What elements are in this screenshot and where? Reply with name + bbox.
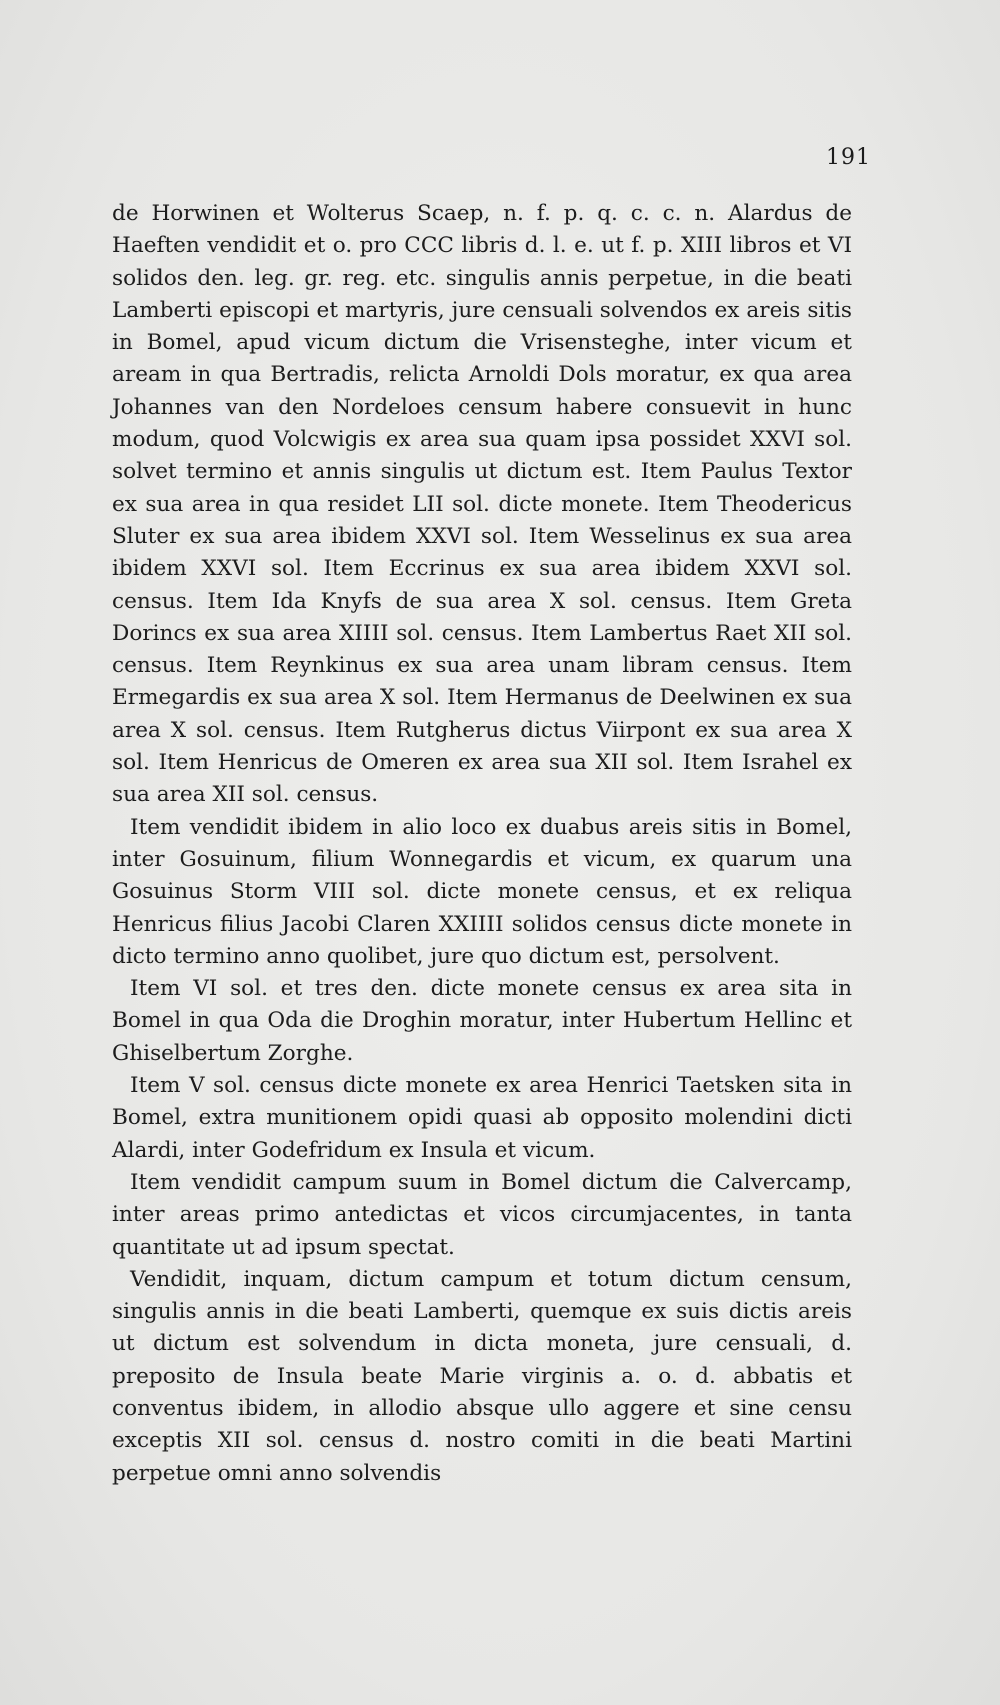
- paragraph-5: Item vendidit campum suum in Bomel dictum die Calvercamp, inter areas primo antedictas et vicos circumjacentes, in tanta quantitate ut ad ipsum spectat.: [112, 1169, 852, 1260]
- paragraph-2: Item vendidit ibidem in alio loco ex duabus areis sitis in Bomel, inter Gosuinum, filium Wonnegardis et vicum, ex quarum una Gosuinus Storm VIII sol. dicte monete census, et ex reliqua Henricus filius Jacobi Claren XXIIII solidos census dicte monete in dicto termino anno quolibet, jure quo dictum est, persolvent.: [112, 814, 852, 969]
- page-number: 191: [826, 145, 871, 170]
- paragraph-6: Vendidit, inquam, dictum campum et totum dictum censum, singulis annis in die beati Lamberti, quemque ex suis dictis areis ut dictum est solvendum in dicta moneta, jure censuali, d. preposito de Insula beate Marie virginis a. o. d. abbatis et conventus ibidem, in allodio absque ullo aggere et sine censu exceptis XII sol. census d. nostro comiti in die beati Martini perpetue omni anno solvendis: [112, 1266, 852, 1486]
- paragraph-3: Item VI sol. et tres den. dicte monete census ex area sita in Bomel in qua Oda die Droghin moratur, inter Hubertum Hellinc et Ghiselbertum Zorghe.: [112, 976, 852, 1066]
- body-text: [112, 198, 852, 1490]
- paragraph-1: de Horwinen et Wolterus Scaep, n. f. p. q. c. c. n. Alardus de Haeften vendidit et o. pro CCC libris d. l. e. ut f. p. XIII libros et VI solidos den. leg. gr. reg. etc. singulis annis perpetue, in die beati Lamberti episcopi et martyris, jure censuali solvendos ex areis sitis in Bomel, apud vicum dictum die Vrisensteghe, inter vicum et aream in qua Bertradis, relicta Arnoldi Dols moratur, ex qua area Johannes van den Nordeloes censum habere consuevit in hunc modum, quod Volcwigis ex area sua quam ipsa possidet XXVI sol. solvet termino et annis singulis ut dictum est. Item Paulus Textor ex sua area in qua residet LII sol. dicte monete. Item Theodericus Sluter ex sua area ibidem XXVI sol. Item Wesselinus ex sua area ibidem XXVI sol. Item Eccrinus ex sua area ibidem XXVI sol. census. Item Ida Knyfs de sua area X sol. census. Item Greta Dorincs ex sua area XIIII sol. census. Item Lambertus Raet XII sol. census. Item Reynkinus ex sua area unam libram census. Item Ermegardis ex sua area X sol. Item Hermanus de Deelwinen ex sua area X sol. census. Item Rutgherus dictus Viirpont ex sua area X sol. Item Henricus de Omeren ex area sua XII sol. Item Israhel ex sua area XII sol. census.: [112, 201, 852, 808]
- paragraph-4: Item V sol. census dicte monete ex area Henrici Taetsken sita in Bomel, extra munitionem opidi quasi ab opposito molendini dicti Alardi, inter Godefridum ex Insula et vicum.: [112, 1073, 852, 1163]
